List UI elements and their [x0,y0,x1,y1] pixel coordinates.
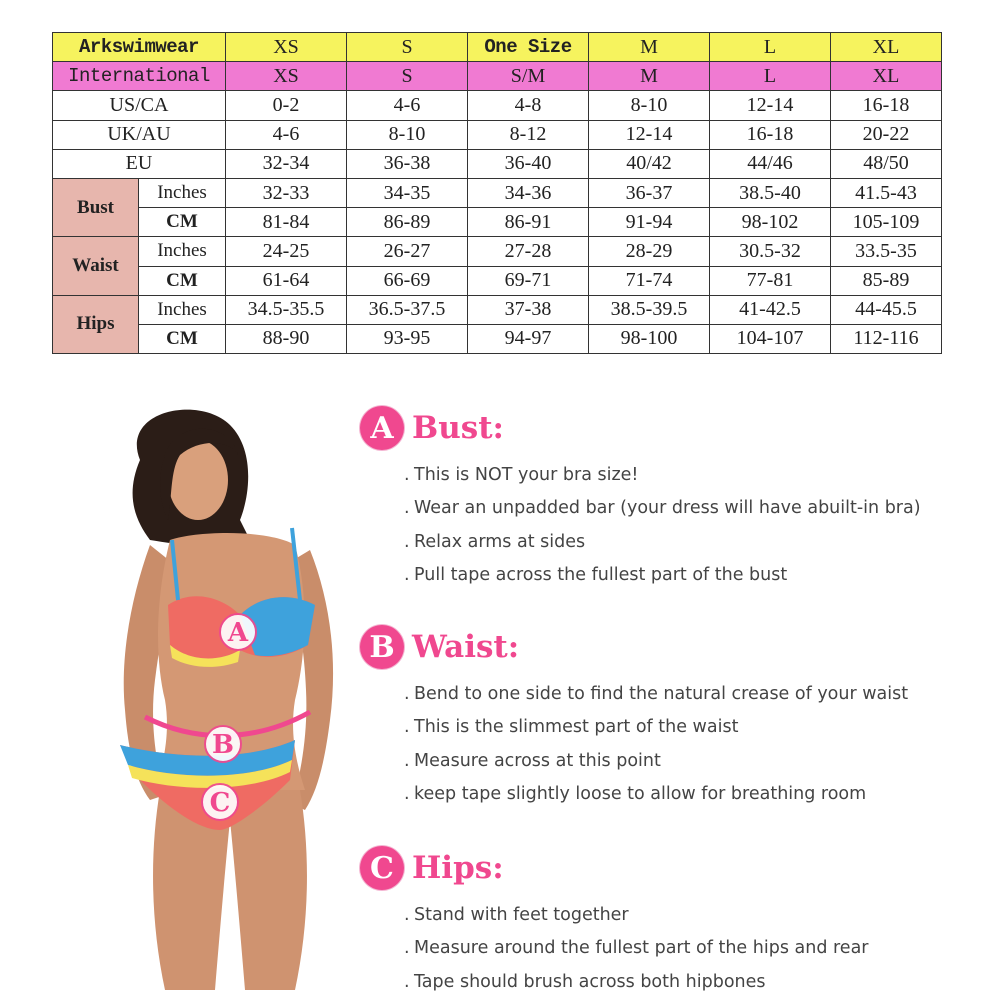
unit-label: Inches [139,237,226,266]
list-item: . Relax arms at sides [404,531,586,552]
table-cell: 34-36 [468,178,589,207]
table-cell: 38.5-39.5 [589,295,710,324]
list-item: . Bend to one side to find the natural crease of your waist [404,684,909,704]
table-row [53,120,942,149]
list-item: . Measure around the fullest part of the hips and rear [404,938,869,959]
table-cell: 30.5-32 [710,237,831,266]
table-cell: XS [226,62,347,91]
table-cell: 8-10 [589,91,710,120]
marker-c: C [209,788,231,818]
table-cell: 44-45.5 [831,295,942,324]
list-item: . Wear an unpadded bar (your dress will have abuilt-in bra) [404,498,921,519]
table-cell: 61-64 [226,266,347,295]
table-cell: XL [831,62,942,91]
table-row [53,91,942,120]
table-cell: 66-69 [347,266,468,295]
unit-label: Inches [139,295,226,324]
list-item: . This is the slimmest part of the waist [404,717,739,738]
size-header-cell: S [347,33,468,62]
table-cell: 12-14 [589,120,710,149]
marker-b: B [212,730,234,760]
table-cell: 33.5-35 [831,237,942,266]
table-cell: 104-107 [710,324,831,353]
group-label-bust: Bust [53,178,139,236]
badge-c: C [360,846,404,890]
header-row [53,33,942,62]
list-item: . keep tape slightly loose to allow for breathing room [404,783,867,804]
section-bust [360,405,980,592]
section-title: Bust: [412,410,504,446]
group-label-hips: Hips [53,295,139,353]
table-cell: 4-8 [468,91,589,120]
table-cell: 91-94 [589,208,710,237]
row-label: UK/AU [53,120,226,149]
list-item: . Tape should brush across both hipbones [404,971,766,992]
table-cell: 86-91 [468,208,589,237]
table-cell: 36-37 [589,178,710,207]
table-row [53,208,942,237]
table-cell: 94-97 [468,324,589,353]
table-cell: 16-18 [710,120,831,149]
table-row [53,178,942,207]
hips-list [404,899,980,999]
table-cell: 27-28 [468,237,589,266]
table-row [53,295,942,324]
table-row [53,266,942,295]
section-title: Waist: [412,629,520,665]
badge-a: A [360,406,404,450]
table-cell: 44/46 [710,149,831,178]
table-cell: 38.5-40 [710,178,831,207]
table-cell: 98-102 [710,208,831,237]
table-cell: 20-22 [831,120,942,149]
row-label: US/CA [53,91,226,120]
unit-label: CM [139,324,226,353]
bust-list [404,459,980,592]
size-header-cell: XL [831,33,942,62]
section-header [360,845,980,891]
size-header-cell: L [710,33,831,62]
table-cell: L [710,62,831,91]
marker-a: A [227,618,249,648]
table-cell: 28-29 [589,237,710,266]
table-row [53,237,942,266]
table-cell: 36-38 [347,149,468,178]
size-header-cell: One Size [468,33,589,62]
table-cell: 4-6 [347,91,468,120]
table-cell: 86-89 [347,208,468,237]
table-cell: 112-116 [831,324,942,353]
table-cell: 105-109 [831,208,942,237]
table-row [53,324,942,353]
table-cell: 93-95 [347,324,468,353]
section-hips [360,845,980,999]
table-cell: 41.5-43 [831,178,942,207]
table-cell: M [589,62,710,91]
section-waist [360,624,980,811]
table-cell: 85-89 [831,266,942,295]
table-cell: 36.5-37.5 [347,295,468,324]
table-cell: 24-25 [226,237,347,266]
waist-list [404,678,980,811]
table-cell: 77-81 [710,266,831,295]
section-header [360,405,980,451]
table-cell: 48/50 [831,149,942,178]
table-cell: 41-42.5 [710,295,831,324]
table-cell: 37-38 [468,295,589,324]
table-cell: S/M [468,62,589,91]
row-label: EU [53,149,226,178]
group-label-waist: Waist [53,237,139,295]
unit-label: CM [139,208,226,237]
table-cell: 69-71 [468,266,589,295]
table-cell: 98-100 [589,324,710,353]
unit-label: CM [139,266,226,295]
table-cell: 0-2 [226,91,347,120]
table-cell: 26-27 [347,237,468,266]
table-cell: 32-34 [226,149,347,178]
international-label: International [53,62,226,91]
list-item: . Pull tape across the fullest part of the bust [404,564,788,585]
table-cell: 4-6 [226,120,347,149]
brand-header-cell: Arkswimwear [53,33,226,62]
model-figure [80,400,360,990]
section-title: Hips: [412,850,504,886]
table-cell: 34.5-35.5 [226,295,347,324]
unit-label: Inches [139,178,226,207]
table-cell: 16-18 [831,91,942,120]
table-cell: 8-12 [468,120,589,149]
table-cell: 71-74 [589,266,710,295]
list-item: . Measure across at this point [404,750,661,771]
size-header-cell: M [589,33,710,62]
table-cell: 34-35 [347,178,468,207]
table-cell: 81-84 [226,208,347,237]
table-cell: 32-33 [226,178,347,207]
badge-b: B [360,625,404,669]
list-item: . Stand with feet together [404,905,629,925]
table-cell: 12-14 [710,91,831,120]
table-cell: 40/42 [589,149,710,178]
international-row [53,62,942,91]
table-cell: 36-40 [468,149,589,178]
table-cell: 8-10 [347,120,468,149]
table-row [53,149,942,178]
size-chart-table [52,32,942,354]
section-header [360,624,980,670]
size-header-cell: XS [226,33,347,62]
table-cell: 88-90 [226,324,347,353]
list-item: . This is NOT your bra size! [404,465,639,485]
table-cell: S [347,62,468,91]
